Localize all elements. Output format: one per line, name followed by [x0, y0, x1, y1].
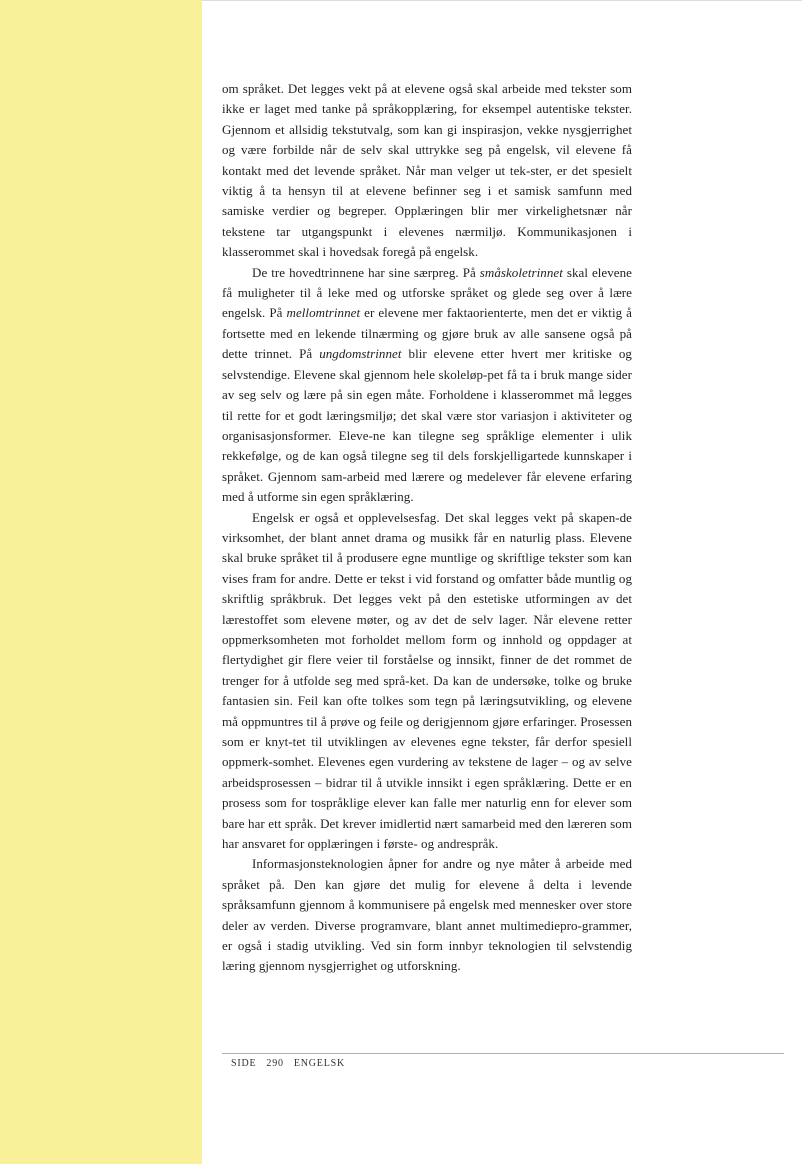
paragraph — [222, 854, 632, 976]
paragraph-text: Informasjonsteknologien åpner for andre og nye måter å arbeide med språket på. Den kan gjøre det mulig for elevene å delta i levende språksamfunn gjennom å kommunisere på engelsk med mennesker over store deler av verden. Diverse programvare, blant annet multimediepro-grammer, er også i stadig utvikling. Ved sin form innbyr teknologien til selvstendig læring gjennom nysgjerrighet og utforskning. — [222, 856, 632, 974]
italic-term: mellomtrinnet — [286, 305, 361, 321]
italic-term: ungdomstrinnet — [319, 346, 402, 362]
footer-rule — [222, 1053, 784, 1054]
paragraph — [222, 79, 632, 263]
paragraph-text: De tre hovedtrinnene har sine særpreg. På — [252, 264, 480, 280]
footer-subject: ENGELSK — [293, 1058, 345, 1069]
paragraph — [222, 263, 632, 508]
margin-color-band — [0, 0, 202, 1164]
paragraph-text: skal elevene få muligheter til å leke med og utforske språket og glede seg over å lære engelsk. På — [222, 264, 632, 321]
footer-page-number: 290 — [266, 1058, 284, 1069]
paragraph-text: blir elevene etter hvert mer kritiske og selvstendige. Elevene skal gjennom hele skoleløp-pet få ta i bruk mange sider av seg selv og lære på sin egen måte. Forholdene i klasserommet må legges til rette for et godt læringsmiljø; det skal være stor variasjon i aktiviteter og organisasjonsformer. Eleve-ne kan tilegne seg språklige elementer i ulik rekkefølge, og de kan også tilegne seg til dels forskjelligartede kunnskaper i språket. Gjennom sam-arbeid med lærere og medelever får elevene erfaring med å utforme sin egen språklæring. — [222, 346, 632, 505]
page-top-edge — [202, 0, 802, 1]
footer-side-label: SIDE — [231, 1058, 257, 1069]
paragraph-text: om språket. Det legges vekt på at elevene også skal arbeide med tekster som ikke er laget med tanke på språkopplæring, for eksempel autentiske tekster. Gjennom et allsidig tekstutvalg, som kan gi inspirasjon, vekke nysgjerrighet og være forbilde når de selv skal uttrykke seg på engelsk, vil elevene få kontakt med det levende språket. Når man velger ut tek-ster, er det spesielt viktig å ta hensyn til at elevene befinner seg i et samisk samfunn med samiske verdier og begreper. Opplæringen blir mer virkelighetsnær når tekstene tar utgangspunkt i elevenes nærmiljø. Kommunikasjonen i klasserommet skal i hovedsak foregå på engelsk. — [222, 81, 632, 260]
paragraph — [222, 508, 632, 855]
page-footer — [231, 1058, 355, 1069]
italic-term: småskoletrinnet — [479, 264, 563, 280]
body-text — [222, 79, 632, 977]
paragraph-text: Engelsk er også et opplevelsesfag. Det skal legges vekt på skapen-de virksomhet, der blant annet drama og musikk får en naturlig plass. Elevene skal bruke språket til å produsere egne muntlige og skriftlige tekster som kan vises fram for andre. Dette er tekst i vid forstand og omfatter både muntlig og skriftlig språkbruk. Det legges vekt på den estetiske utformingen av det lærestoffet som elevene møter, og av det de selv lager. Når elevene retter oppmerksomheten mot forholdet mellom form og innhold og oppdager at flertydighet gir flere veier til forståelse og innsikt, finner de det rommet de trenger for å utfolde seg med språ-ket. Da kan de undersøke, tolke og bruke fantasien sin. Feil kan ofte tolkes som tegn på læringsutvikling, og elevene må oppmuntres til å prøve og feile og derigjennom gjøre erfaringer. Prosessen som er knyt-tet til utviklingen av elevenes egne tekster, får derfor spesiell oppmerk-somhet. Elevenes egen vurdering av tekstene de lager – og av selve arbeidsprosessen – bidrar til å utvikle innsikt i egen språklæring. Dette er en prosess som for tospråklige elever kan falle mer naturlig enn for elever som bare har ett språk. Det krever imidlertid nært samarbeid med den læreren som har ansvaret for opplæringen i første- og andrespråk. — [222, 509, 632, 852]
paragraph-text: er elevene mer faktaorienterte, men det er viktig å fortsette med en lekende tilnærming og gjøre bruk av alle sansene også på dette trinnet. På — [222, 305, 632, 362]
